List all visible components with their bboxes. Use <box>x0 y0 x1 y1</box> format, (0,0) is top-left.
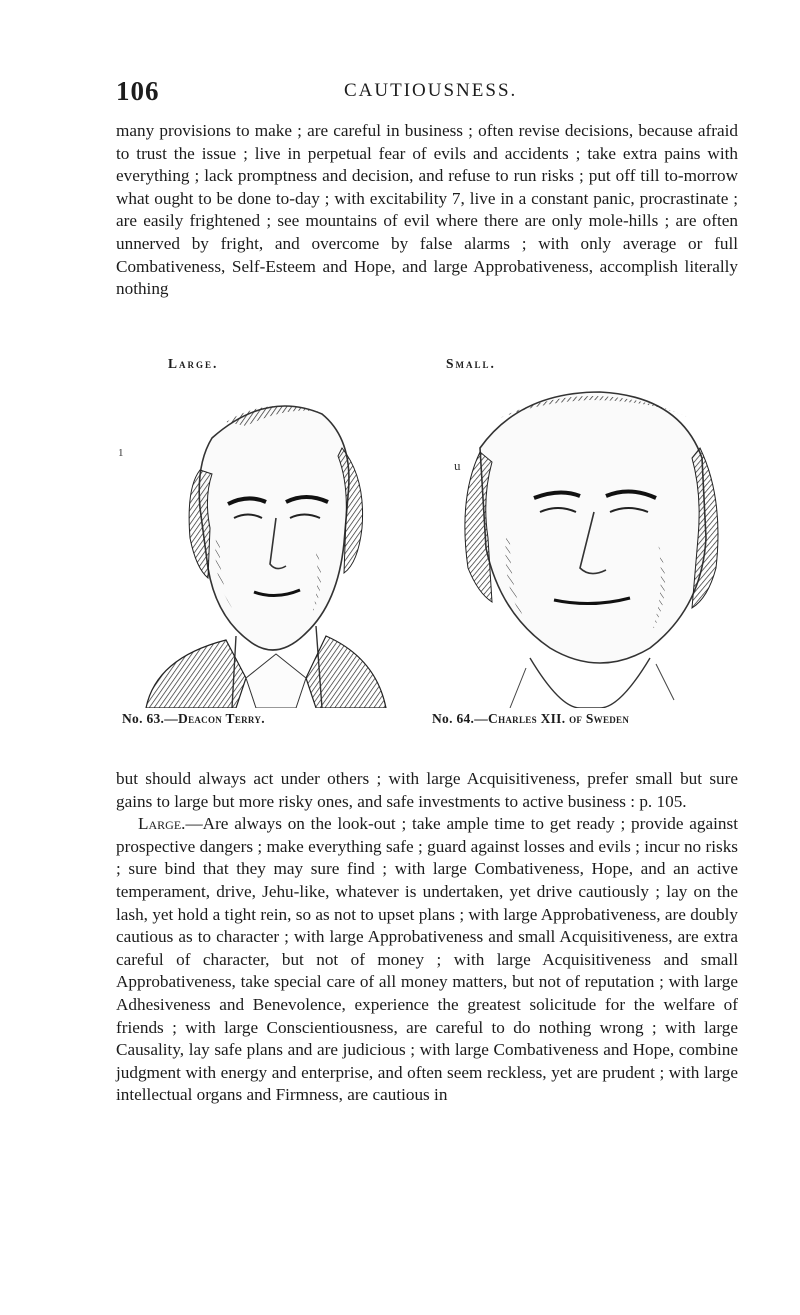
paragraph-2-large-label: Large. <box>138 814 186 834</box>
body-paragraph-1: many provisions to make ; are careful in business ; often revise decisions, because afraid to trust the issue ; live in perpetual fear of evils and accidents ; take extra pains with everything ; lack promptness and decision, and refuse to run risks ; put off till to-morrow what ought to be done to-day ; with excitability 7, live in a constant panic, procrastinate ; are easily frightened ; see mountains of evil where there are only mole-hills ; are often unnerved by fright, and overcome by false alarms ; with only average or full Combativeness, Self-Esteem and Hope, and large Approbativeness, accomplish literally nothing <box>116 121 738 299</box>
paragraph-2-intro: but should always act under others ; with large Acquisitiveness, prefer small but sure gains to large but more risky ones, and safe investments to active business : p. 105. <box>116 769 738 811</box>
figure-caption-64-number: No. 64.— <box>432 711 489 726</box>
figure-caption-63-number: No. 63.— <box>122 711 179 726</box>
portrait-charles-xii-engraving <box>430 378 738 708</box>
figure-caption-64 <box>432 711 629 727</box>
running-title: CAUTIOUSNESS. <box>344 80 518 101</box>
body-paragraph-2 <box>116 768 738 1107</box>
small-label: Small. <box>446 356 496 371</box>
figure-caption-64-name: Charles XII. of Sweden <box>488 711 630 726</box>
paragraph-2-body: —Are always on the look-out ; take ample time to get ready ; provide against prospective dangers ; make everything safe ; guard against losses and evils ; incur no risks ; sure bind that they may sure find ; with large Combativeness, Hope, and an active temperament, drive, Jehu-like, whatever is undertaken, yet drive cautiously ; lay on the lash, yet hold a tight rein, so as not to upset plans ; with large Approbativeness, are doubly cautious as to character ; with large Approbativeness and small Acquisitiveness, are extra careful of character, but not of money ; with large Acquisitiveness and small Approbativeness, take special care of all money matters, but not of reputation ; with large Adhesiveness and Benevolence, experience the greatest solicitude for the welfare of friends ; with large Conscientiousness, are careful to do nothing wrong ; with large Causality, lay safe plans and are judicious ; with large Combativeness and Hope, combine judgment with energy and enterprise, and often seem reckless, yet are prudent ; with large intellectual organs and Firmness, are cautious in <box>116 814 738 1105</box>
portrait-deacon-terry-engraving <box>116 378 412 708</box>
figure-caption-63 <box>122 711 265 727</box>
page-header <box>116 76 736 110</box>
svg-text:u: u <box>454 458 461 473</box>
page-number: 106 <box>116 76 160 106</box>
portrait-charles-xii <box>430 378 738 708</box>
figure-caption-63-name: Deacon Terry. <box>178 711 265 726</box>
large-label: Large. <box>168 356 219 371</box>
svg-text:1: 1 <box>118 447 124 459</box>
portrait-deacon-terry <box>116 378 412 708</box>
